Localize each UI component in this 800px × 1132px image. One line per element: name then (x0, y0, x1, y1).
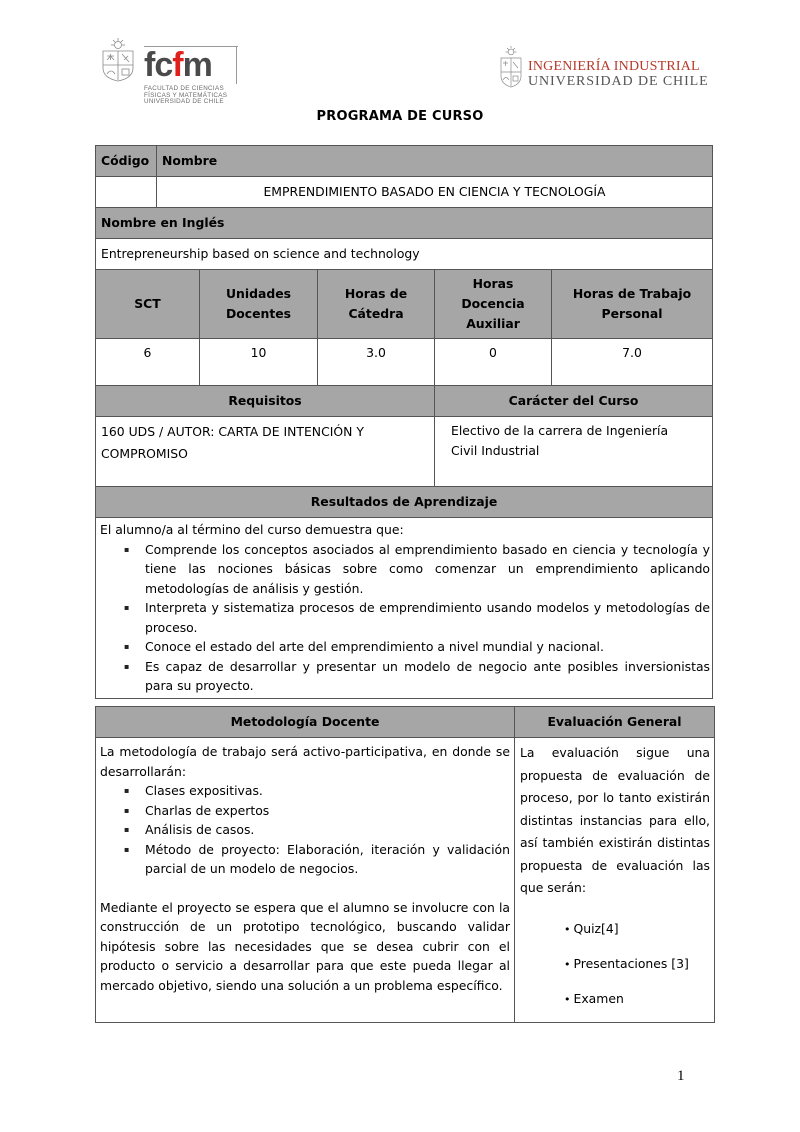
codigo-value (96, 177, 157, 208)
metodologia-item: ▪ Método de proyecto: Elaboración, iteración y validación parcial de un modelo de negocios. (145, 840, 510, 879)
evaluacion-label: Evaluación General (515, 707, 715, 738)
unidades-docentes-value: 10 (200, 339, 318, 386)
horas-personal-header: Horas de Trabajo Personal (552, 270, 713, 339)
logo-line-ingenieria: INGENIERÍA INDUSTRIAL (528, 59, 700, 74)
ingenieria-industrial-logo (500, 46, 709, 92)
resultado-item: ▪ Es capaz de desarrollar y presentar un modelo de negocio ante posibles inversionistas para su proyecto. (145, 657, 710, 696)
methodology-evaluation-header-row (96, 707, 715, 738)
nombre-ingles-label: Nombre en Inglés (96, 208, 713, 239)
metodologia-item: ▪ Charlas de expertos (145, 801, 510, 821)
horas-auxiliar-header: Horas Docencia Auxiliar (435, 270, 552, 339)
resultados-header-row (96, 487, 713, 518)
requisitos-value: 160 UDS / AUTOR: CARTA DE INTENCIÓN Y COMPROMISO (96, 417, 435, 487)
evaluacion-intro: La evaluación sigue una propuesta de evaluación de proceso, por lo tanto existirán distintas instancias para ello, así también existirán distintas propuesta de evaluación las que serán: (520, 745, 710, 895)
metodologia-item: ▪ Análisis de casos. (145, 820, 510, 840)
nombre-ingles-header-row (96, 208, 713, 239)
page-number: 1 (677, 1068, 685, 1084)
evaluacion-item: • Quiz[4] (564, 912, 710, 947)
resultado-item: ▪ Interpreta y sistematiza procesos de emprendimiento usando modelos y metodologías de proceso. (145, 598, 710, 637)
requisitos-label: Requisitos (96, 386, 435, 417)
codigo-nombre-value-row (96, 177, 713, 208)
resultado-item: ▪ Comprende los conceptos asociados al emprendimiento basado en ciencia y tecnología y tiene las nociones básicas sobre como comenzar un emprendimiento aplicando metodologías de análisis y gestión. (145, 540, 710, 599)
metodologia-content (96, 738, 515, 1023)
metodologia-closing: Mediante el proyecto se espera que el alumno se involucre con la construcción de un prototipo tecnológico, buscando validar hipótesis sobre las necesidades que se desea cubrir con el producto o servicio a desarrollar para que este pueda llegar al mercado objetivo, siendo una solución a un problema específico. (100, 899, 510, 993)
evaluacion-item: • Presentaciones [3] (564, 947, 710, 982)
resultados-content-row (96, 518, 713, 699)
sct-value: 6 (96, 339, 200, 386)
methodology-evaluation-table (95, 706, 715, 1023)
unidades-docentes-header: Unidades Docentes (200, 270, 318, 339)
metodologia-item: ▪ Clases expositivas. (145, 781, 510, 801)
hours-value-row (96, 339, 713, 386)
university-crest-small-icon (500, 46, 522, 88)
resultados-content (96, 518, 713, 699)
logo-rule-vertical (236, 46, 237, 84)
nombre-label: Nombre (157, 146, 713, 177)
horas-catedra-value: 3.0 (318, 339, 435, 386)
university-crest-icon (100, 38, 136, 82)
metodologia-intro: La metodología de trabajo será activo-participativa, en donde se desarrollarán: (100, 744, 510, 779)
resultados-list (100, 540, 710, 696)
document-title: PROGRAMA DE CURSO (316, 109, 484, 124)
horas-personal-value: 7.0 (552, 339, 713, 386)
caracter-value: Electivo de la carrera de Ingeniería Civil Industrial (435, 417, 713, 487)
caracter-label: Carácter del Curso (435, 386, 713, 417)
metodologia-list (100, 781, 510, 879)
fcfm-subtitle: FACULTAD DE CIENCIAS FÍSICAS Y MATEMÁTICAS UNIVERSIDAD DE CHILE (144, 85, 228, 106)
requisitos-caracter-value-row (96, 417, 713, 487)
requisitos-caracter-header-row (96, 386, 713, 417)
codigo-nombre-header-row (96, 146, 713, 177)
evaluacion-content (515, 738, 715, 1023)
horas-catedra-header: Horas de Cátedra (318, 270, 435, 339)
course-info-table (95, 145, 713, 699)
logo-line-universidad: UNIVERSIDAD DE CHILE (528, 74, 709, 89)
nombre-value: EMPRENDIMIENTO BASADO EN CIENCIA Y TECNOLOGÍA (157, 177, 713, 208)
sct-header: SCT (96, 270, 200, 339)
evaluacion-item: • Examen (564, 982, 710, 1017)
fcfm-wordmark: fcfm (144, 46, 212, 84)
nombre-ingles-value: Entrepreneurship based on science and technology (96, 239, 713, 270)
codigo-label: Código (96, 146, 157, 177)
resultados-intro: El alumno/a al término del curso demuestra que: (100, 522, 404, 537)
metodologia-label: Metodología Docente (96, 707, 515, 738)
resultados-label: Resultados de Aprendizaje (96, 487, 713, 518)
horas-auxiliar-value: 0 (435, 339, 552, 386)
evaluacion-list (520, 912, 710, 1017)
methodology-evaluation-content-row (96, 738, 715, 1023)
fcfm-logo (100, 38, 240, 108)
nombre-ingles-value-row (96, 239, 713, 270)
resultado-item: ▪ Conoce el estado del arte del emprendimiento a nivel mundial y nacional. (145, 637, 710, 657)
hours-header-row (96, 270, 713, 339)
